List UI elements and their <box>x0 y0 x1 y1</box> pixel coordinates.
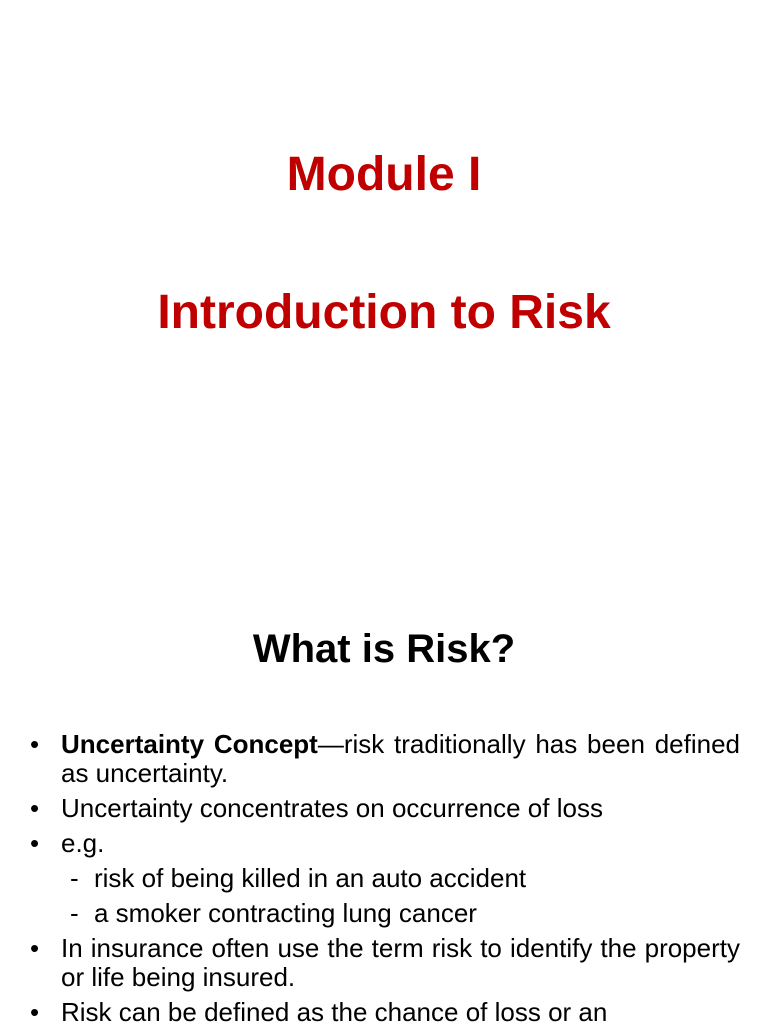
bullet-marker: • <box>30 793 40 823</box>
bullet-text: In insurance often use the term risk to identify the property or life being insured. <box>61 933 740 992</box>
dash-marker: - <box>70 898 79 928</box>
dash-marker: - <box>70 863 79 893</box>
bullet-text: —risk traditionally has been defined as uncertainty. <box>61 729 740 788</box>
bullet-item <box>30 794 740 823</box>
bullet-bold-term: Uncertainty Concept <box>61 729 318 759</box>
sub-bullet-item <box>30 899 740 928</box>
bullet-list <box>30 730 740 1033</box>
slide-heading: What is Risk? <box>252 627 516 671</box>
sub-bullet-item <box>30 864 740 893</box>
bullet-item <box>30 934 740 992</box>
bullet-item <box>30 829 740 858</box>
bullet-item <box>30 998 740 1027</box>
bullet-marker: • <box>30 933 40 963</box>
bullet-marker: • <box>30 997 40 1027</box>
content-slide <box>0 600 768 1027</box>
bullet-marker: • <box>30 828 40 858</box>
bullet-item <box>30 730 740 788</box>
sub-bullet-text: risk of being killed in an auto accident <box>94 863 527 893</box>
bullet-marker: • <box>30 729 40 759</box>
sub-bullet-text: a smoker contracting lung cancer <box>94 898 477 928</box>
module-subtitle: Introduction to Risk <box>157 286 611 339</box>
bullet-text: e.g. <box>61 828 105 858</box>
bullet-text: Uncertainty concentrates on occurrence of loss <box>61 793 603 823</box>
module-title: Module I <box>286 148 482 201</box>
bullet-text: Risk can be defined as the chance of loss or an <box>61 997 608 1027</box>
